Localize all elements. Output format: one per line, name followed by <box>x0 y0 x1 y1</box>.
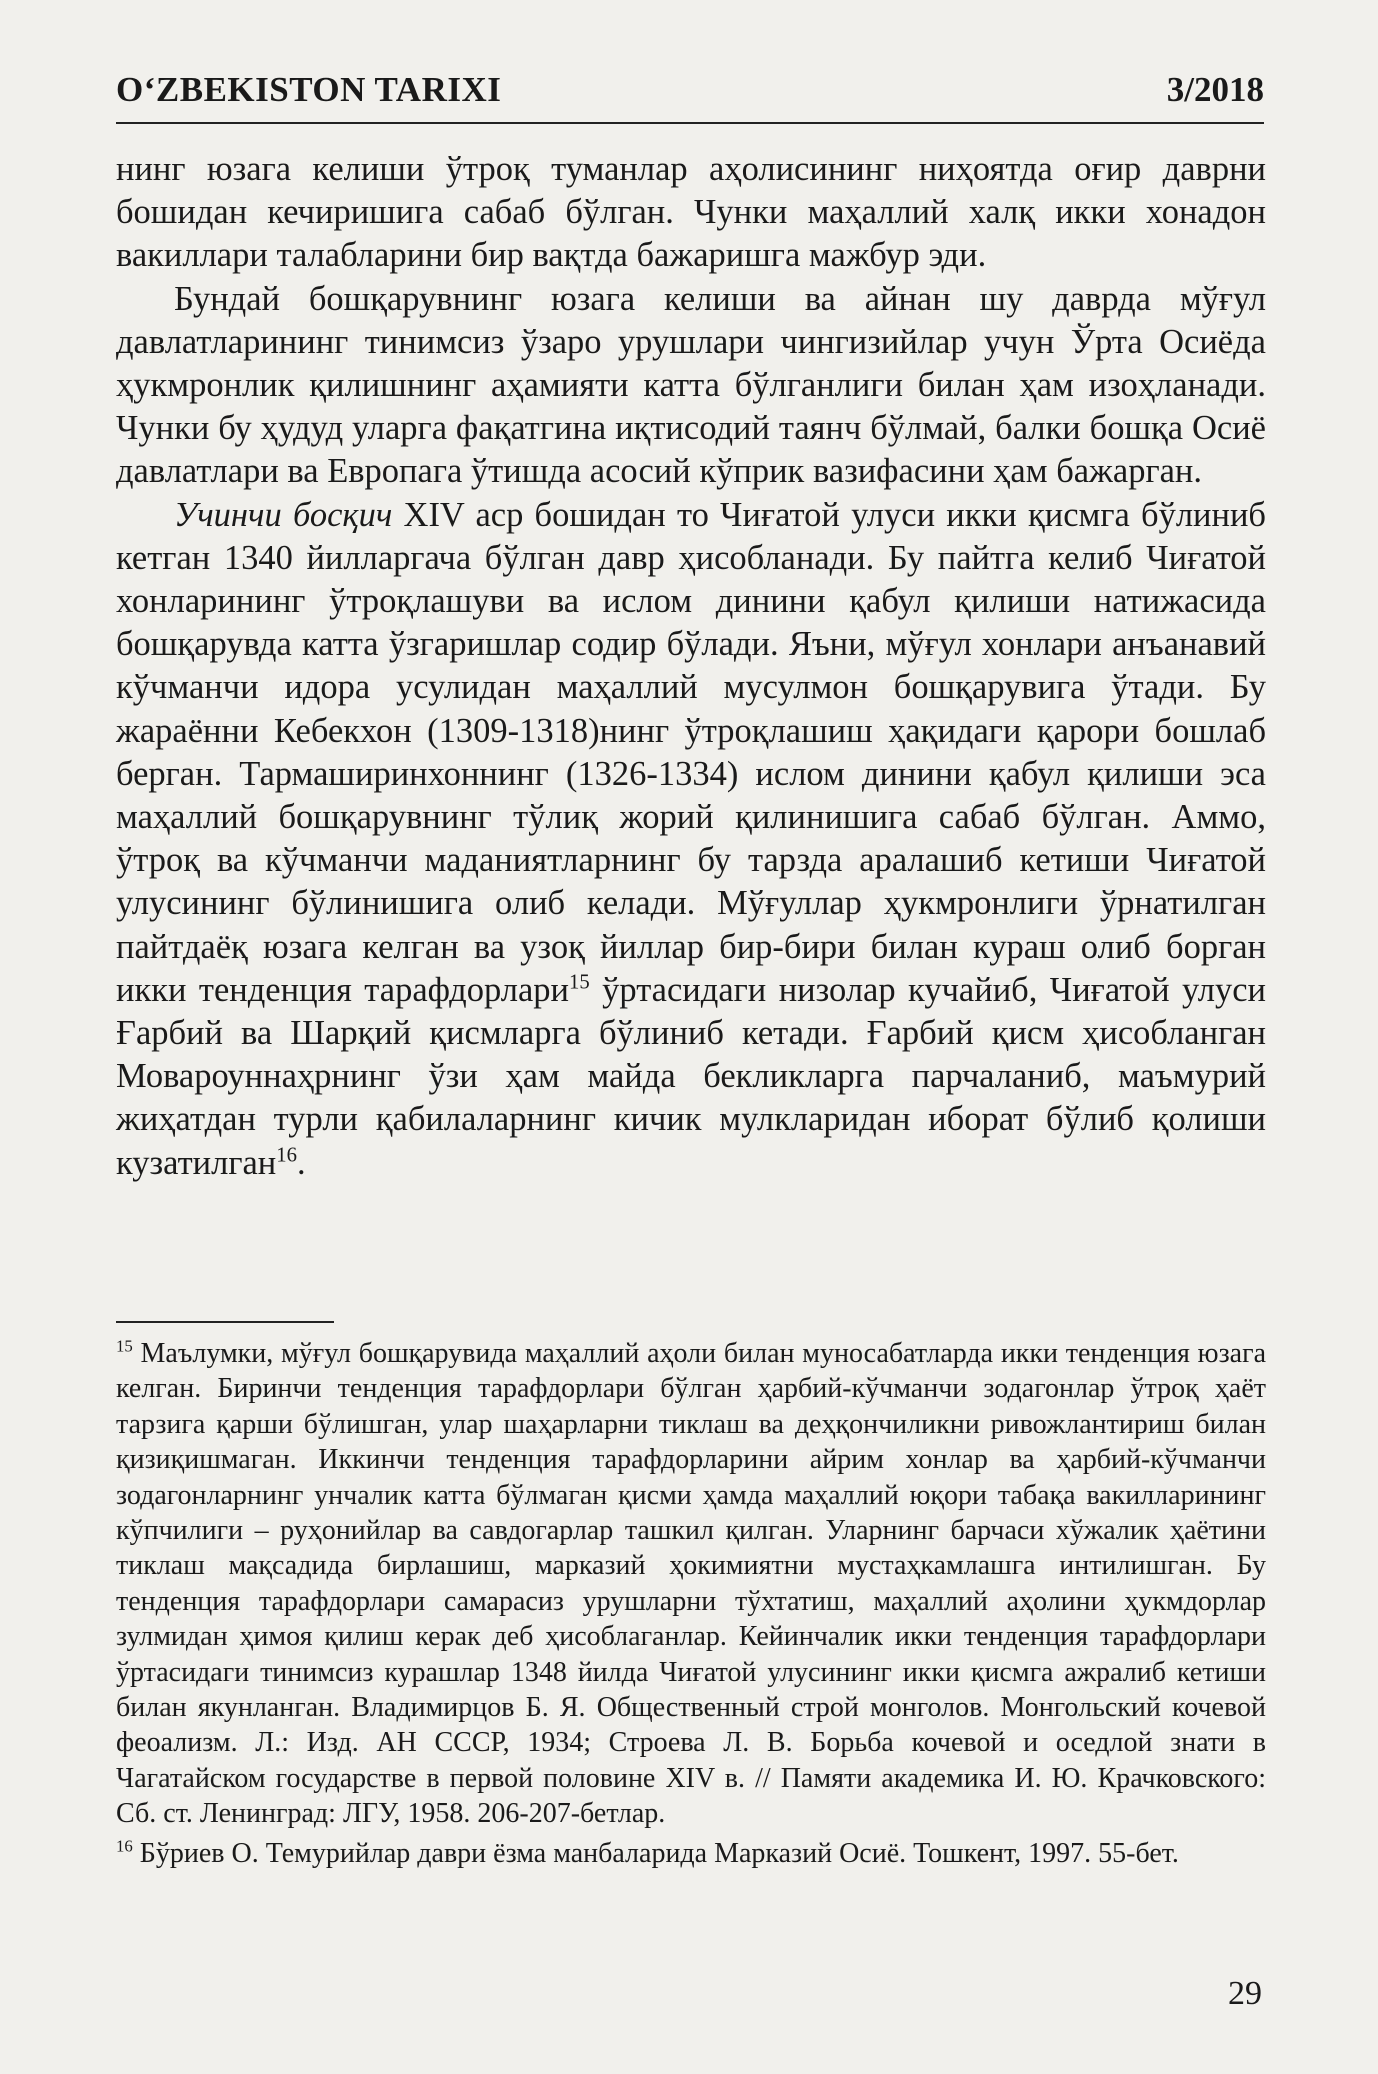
footnotes <box>116 1336 1266 1875</box>
footnote-15-text: Маълумки, мўғул бошқарувида маҳаллий аҳоли билан муносабатларда икки тенденция юзага келган. Биринчи тенденция тарафдорлари бўлган ҳарбий-кўчманчи зодагонлар ўтроқ ҳаёт тарзига қарши бўлишган, улар шаҳарларни тиклаш ва деҳқончиликни ривожлантириш билан қизиқишмаган. Иккинчи тенденция тарафдорларини айрим хонлар ва ҳарбий-кўчманчи зодагонларнинг унчалик катта бўлмаган қисми ҳамда маҳаллий юқори табақа вакилларининг кўпчилиги – руҳонийлар ва савдогарлар ташкил қилган. Уларнинг барчаси хўжалик ҳаётини тиклаш мақсадида бирлашиш, марказий ҳокимиятни мустаҳкамлашга интилишган. Бу тенденция тарафдорлари самарасиз урушларни тўхтатиш, маҳаллий аҳолини ҳукмдорлар зулмидан ҳимоя қилиш керак деб ҳисоблаганлар. Кейинчалик икки тенденция тарафдорлари ўртасидаги тинимсиз курашлар 1348 йилда Чиғатой улусининг икки қисмга ажралиб кетиши билан якунланган. Владимирцов Б. Я. Общественный строй монголов. Монгольский кочевой феоализм. Л.: Изд. АН СССР, 1934; Строева Л. В. Борьба кочевой и оседлой знати в Чагатайском государстве в первой половине XIV в. // Памяти академика И. Ю. Крачковского: Сб. ст. Ленинград: ЛГУ, 1958. 206-207-бетлар. <box>116 1338 1266 1830</box>
paragraph-1: нинг юзага келиши ўтроқ туманлар аҳолисининг ниҳоятда оғир даврни бошидан кечиришига сабаб бўлган. Чунки маҳаллий халқ икки хонадон вакиллари талабларини бир вақтда бажаришга мажбур эди. <box>116 150 1266 275</box>
footnote-divider <box>116 1321 334 1323</box>
paragraph-2: Бундай бошқарувнинг юзага келиши ва айнан шу даврда мўғул давлатларининг тинимсиз ўзаро урушлари чингизийлар учун Ўрта Осиёда ҳукмронлик қилишнинг аҳамияти катта бўлганлиги билан ҳам изоҳланади. Чунки бу ҳудуд уларга фақатгина иқтисодий таянч бўлмай, балки бошқа Осиё давлатлари ва Европага ўтишда асосий кўприк вазифасини ҳам бажарган. <box>116 279 1266 491</box>
running-head <box>116 66 1264 124</box>
footnote-15-mark: 15 <box>116 1336 133 1356</box>
footnote-16-mark: 16 <box>116 1836 133 1856</box>
main-text <box>116 148 1266 1185</box>
footnote-16-text: Бўриев О. Темурийлар даври ёзма манбаларида Марказий Осиё. Тошкент, 1997. 55-бет. <box>132 1837 1179 1869</box>
page-number: 29 <box>1228 1975 1262 2012</box>
paragraph-3-text-2: ўртасидаги низолар кучайиб, Чиғатой улуси Ғарбий ва Шарқий қисмларга бўлиниб кетади. Ғарбий қисм ҳисобланган Мовароуннаҳрнинг ўзи ҳам майда бекликларга парчаланиб, маъмурий жиҳатдан турли қабилаларнинг кичик мулкларидан иборат бўлиб қолиши кузатилган <box>116 970 1266 1182</box>
footnote-ref-16[interactable]: 16 <box>276 1144 297 1167</box>
footnote-ref-15[interactable]: 15 <box>569 971 590 994</box>
stage-heading-italic: Учинчи босқич <box>174 495 393 534</box>
paragraph-3-text-1: XIV аср бошидан то Чиғатой улуси икки қисмга бўлиниб кетган 1340 йилларгача бўлган давр ҳисобланади. Бу пайтга келиб Чиғатой хонларининг ўтроқлашуви ва ислом динини қабул қилиши натижасида бошқарувда катта ўзгаришлар содир бўлади. Яъни, мўғул хонлари анъанавий кўчманчи идора усулидан маҳаллий мусулмон бошқарувига ўтади. Бу жараённи Кебекхон (1309-1318)нинг ўтроқлашиш ҳақидаги қарори бошлаб берган. Тармаширинхоннинг (1326-1334) ислом динини қабул қилиши эса маҳаллий бошқарувнинг тўлиқ жорий қилинишига сабаб бўлган. Аммо, ўтроқ ва кўчманчи маданиятларнинг бу тарзда аралашиб кетиши Чиғатой улусининг бўлинишига олиб келади. Мўғуллар ҳукмронлиги ўрнатилган пайтдаёқ юзага келган ва узоқ йиллар бир-бири билан кураш олиб борган икки тенденция тарафдорлари <box>116 495 1266 1009</box>
footnote-15 <box>116 1336 1266 1832</box>
paragraph-3 <box>116 494 1266 1185</box>
journal-title: O‘ZBEKISTON TARIXI <box>116 70 502 109</box>
footnote-16 <box>116 1836 1266 1871</box>
paragraph-3-end: . <box>296 1143 306 1182</box>
issue-number: 3/2018 <box>1166 70 1264 109</box>
